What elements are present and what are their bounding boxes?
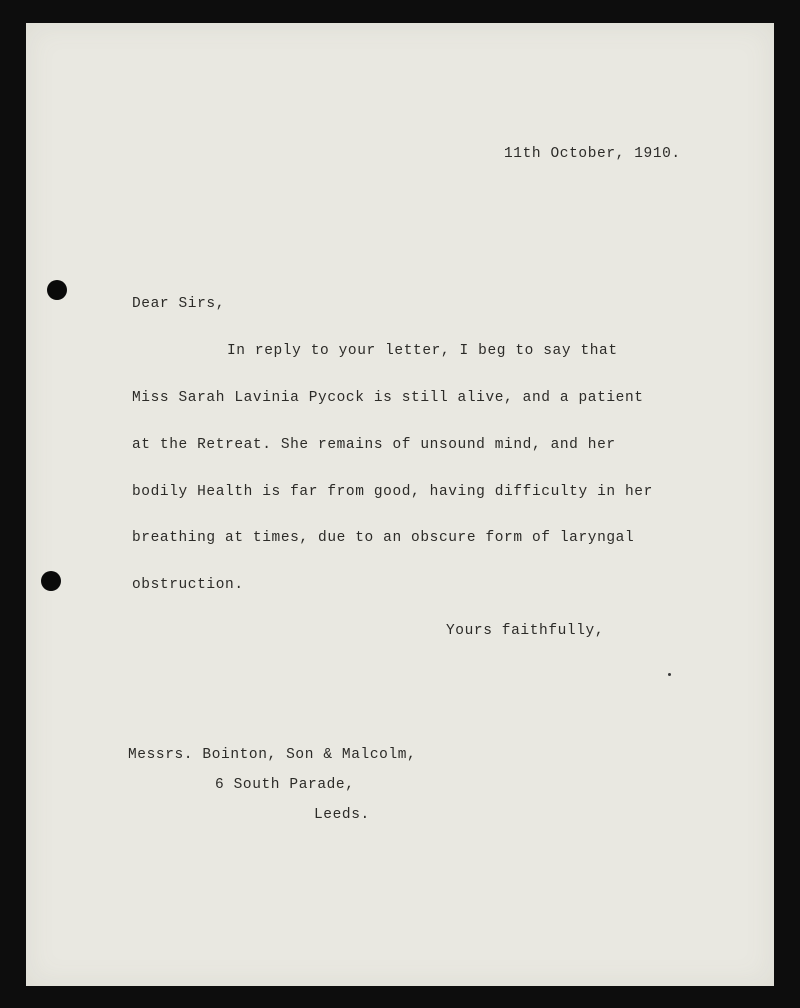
body-line: at the Retreat. She remains of unsound mind, and her <box>132 437 616 453</box>
punch-hole-bottom <box>41 571 61 591</box>
letter-date: 11th October, 1910. <box>504 146 681 162</box>
body-line: obstruction. <box>132 577 244 593</box>
salutation: Dear Sirs, <box>132 296 226 312</box>
letter-page <box>26 23 774 986</box>
body-line: bodily Health is far from good, having difficulty in her <box>132 484 653 500</box>
body-line: In reply to your letter, I beg to say that <box>227 343 618 359</box>
recipient-city: Leeds. <box>314 807 370 823</box>
ink-speck <box>668 673 671 676</box>
recipient-name: Messrs. Bointon, Son & Malcolm, <box>128 747 417 763</box>
punch-hole-top <box>47 280 67 300</box>
complimentary-close: Yours faithfully, <box>446 623 605 639</box>
body-line: Miss Sarah Lavinia Pycock is still alive, and a patient <box>132 390 644 406</box>
recipient-street: 6 South Parade, <box>215 777 355 793</box>
body-line: breathing at times, due to an obscure form of laryngal <box>132 530 635 546</box>
